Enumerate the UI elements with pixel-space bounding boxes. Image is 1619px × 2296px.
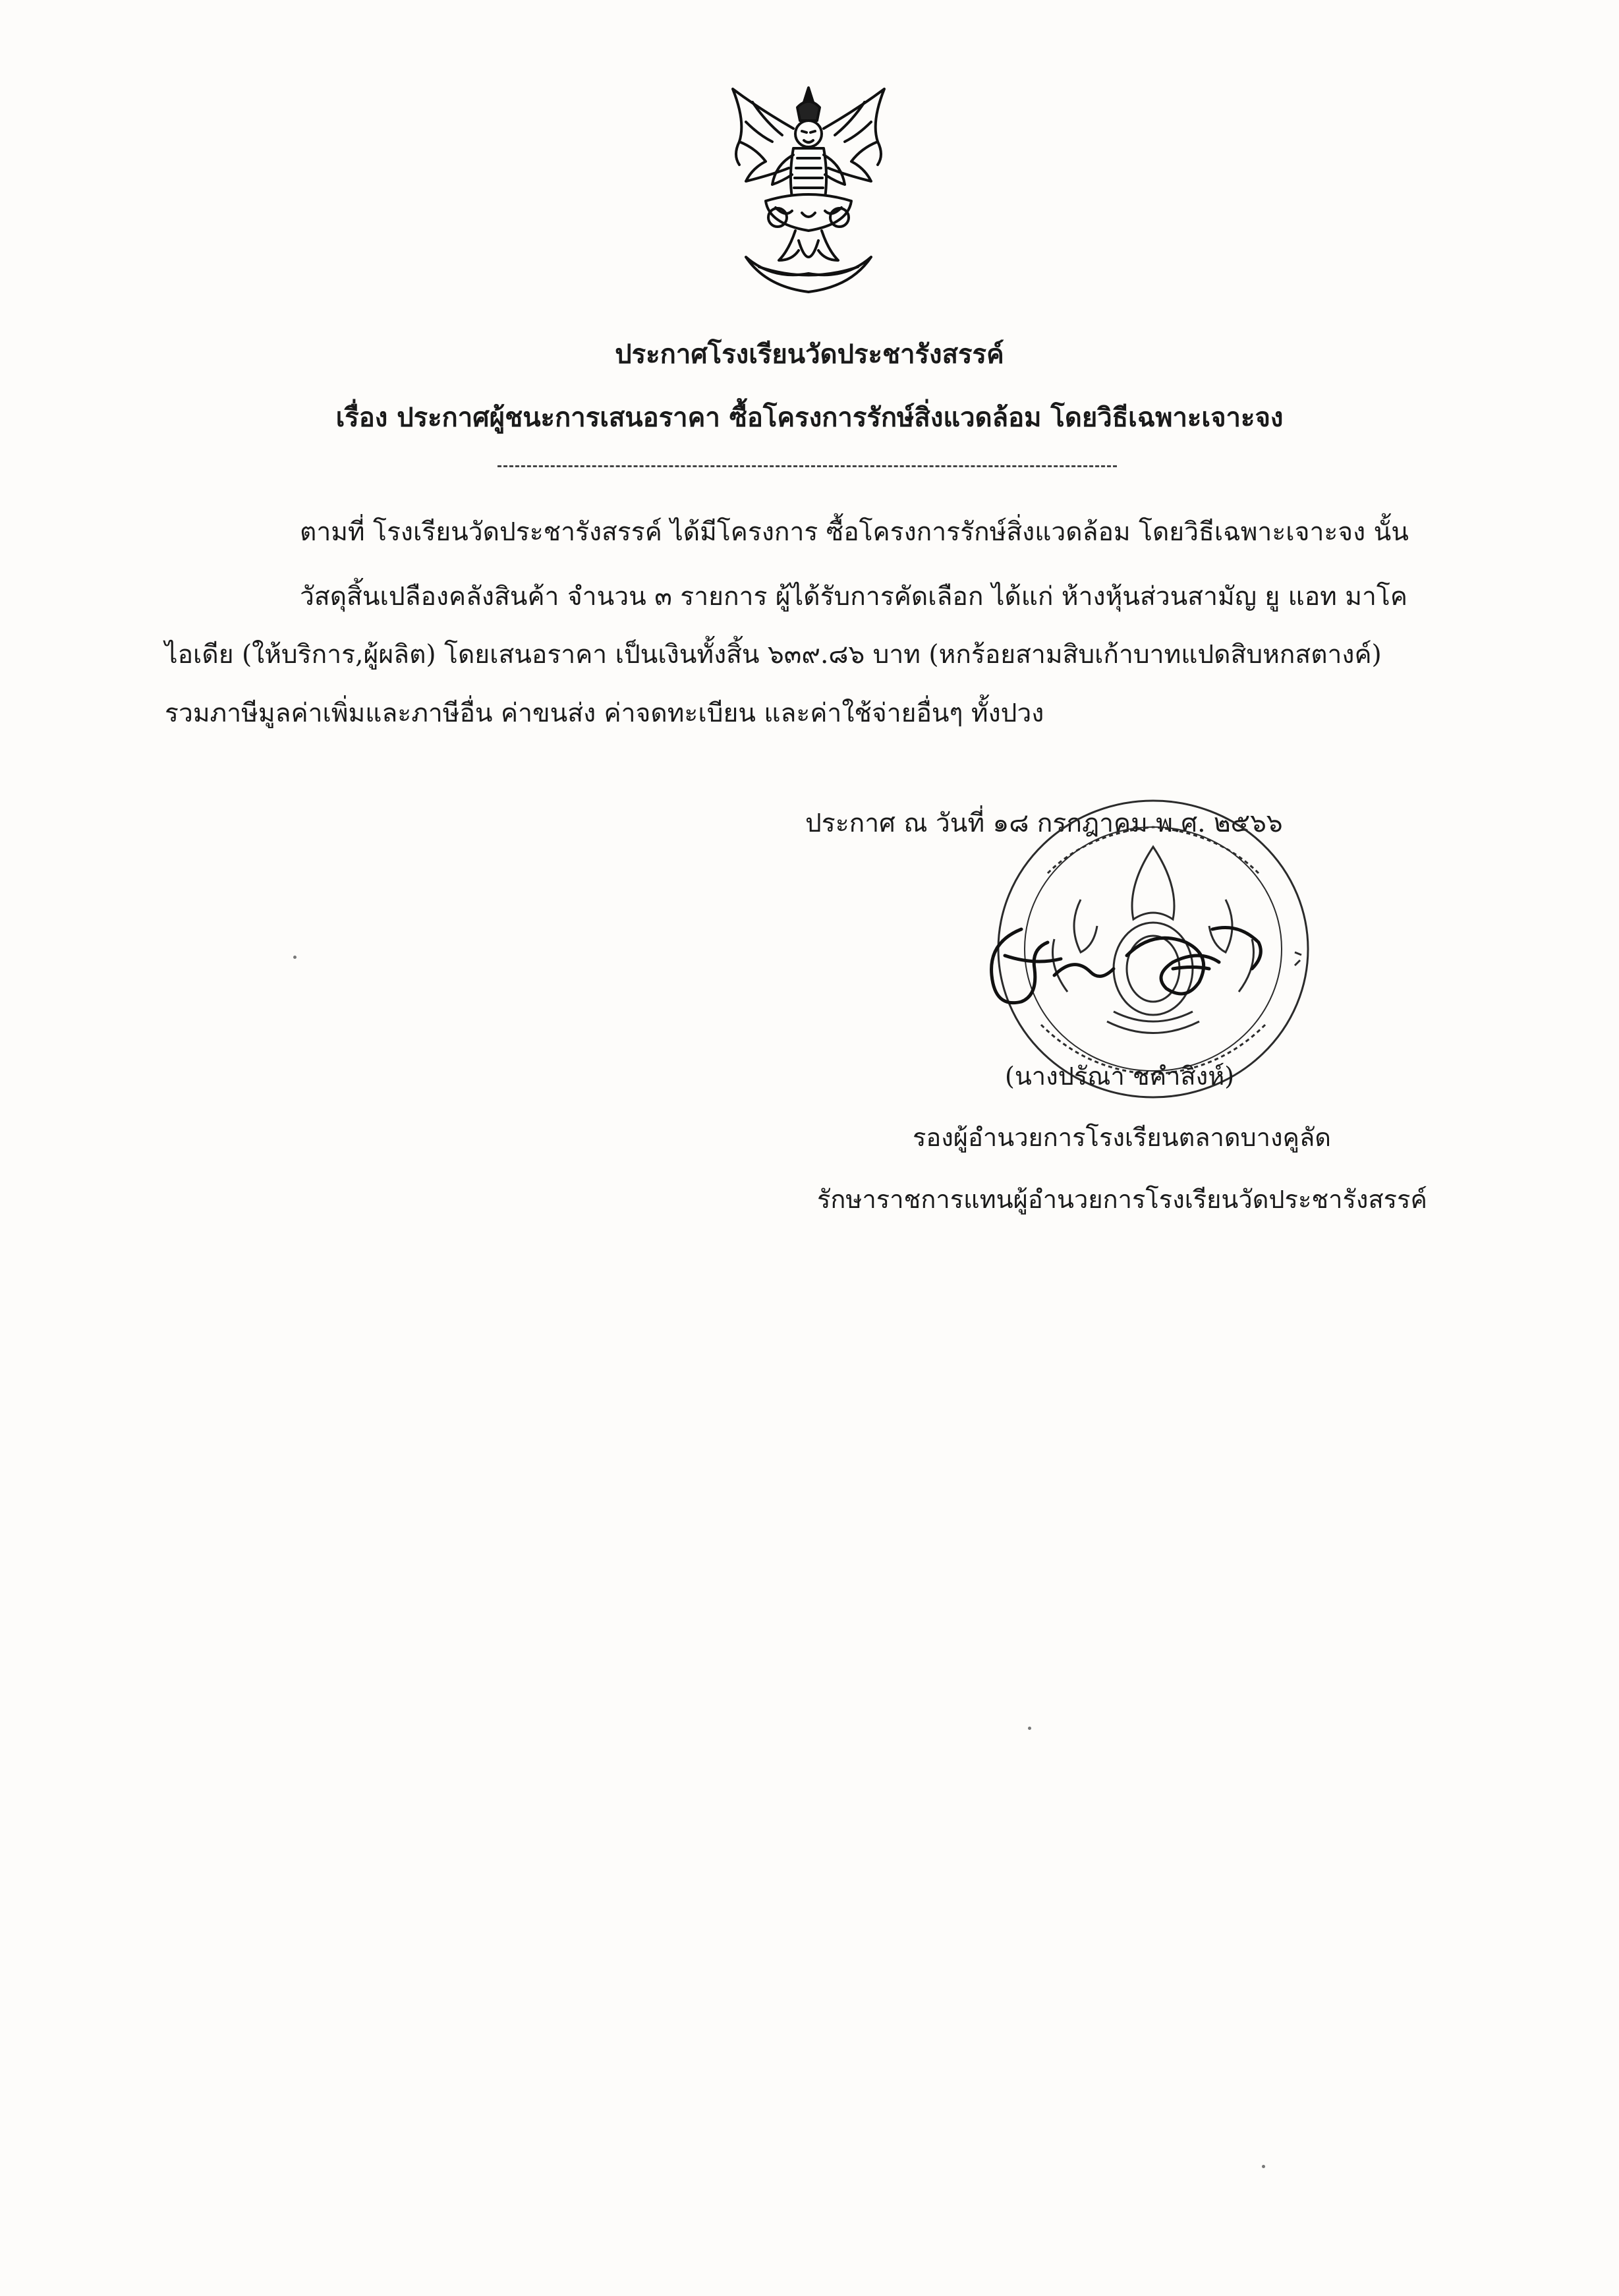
signatory-position-1: รองผู้อำนวยการโรงเรียนตลาดบางคูลัด bbox=[913, 1123, 1331, 1152]
announcement-title: ประกาศโรงเรียนวัดประชารังสรรค์ bbox=[615, 339, 1004, 370]
signatory-name: (นางปรัณา ชคำสิงห์) bbox=[1005, 1062, 1235, 1091]
body-line-3: ไอเดีย (ให้บริการ,ผู้ผลิต) โดยเสนอราคา เป็นเงินทั้งสิ้น ๖๓๙.๘๖ บาท (หกร้อยสามสิบเก้าบาทแปดสิบหกสตางค์) bbox=[165, 640, 1382, 670]
announcement-subject: เรื่อง ประกาศผู้ชนะการเสนอราคา ซื้อโครงการรักษ์สิ่งแวดล้อม โดยวิธีเฉพาะเจาะจง bbox=[335, 402, 1284, 433]
handwritten-signature bbox=[975, 903, 1285, 1028]
garuda-emblem-icon bbox=[720, 82, 897, 300]
signatory-position-2: รักษาราชการแทนผู้อำนวยการโรงเรียนวัดประชารังสรรค์ bbox=[817, 1185, 1427, 1214]
title-divider bbox=[497, 465, 1117, 467]
announcement-date: ประกาศ ณ วันที่ ๑๘ กรกฎาคม พ.ศ. ๒๕๖๖ bbox=[805, 809, 1283, 838]
scan-speck bbox=[293, 956, 297, 959]
scan-speck bbox=[1262, 2165, 1265, 2168]
body-line-4: รวมภาษีมูลค่าเพิ่มและภาษีอื่น ค่าขนส่ง ค่าจดทะเบียน และค่าใช้จ่ายอื่นๆ ทั้งปวง bbox=[165, 699, 1044, 728]
scan-speck bbox=[1028, 1727, 1031, 1730]
body-line-1: ตามที่ โรงเรียนวัดประชารังสรรค์ ได้มีโครงการ ซื้อโครงการรักษ์สิ่งแวดล้อม โดยวิธีเฉพาะเจาะจง นั้น bbox=[300, 517, 1409, 547]
body-line-2: วัสดุสิ้นเปลืองคลังสินค้า จำนวน ๓ รายการ ผู้ได้รับการคัดเลือก ได้แก่ ห้างหุ้นส่วนสามัญ ยู แอท มาโค bbox=[300, 582, 1407, 612]
